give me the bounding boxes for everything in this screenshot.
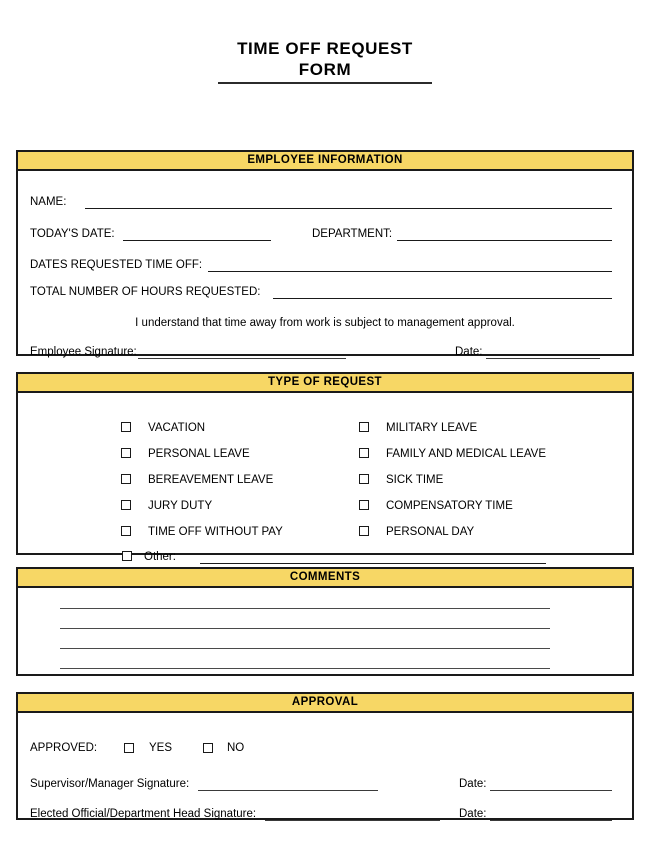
checkbox-label: MILITARY LEAVE (386, 422, 478, 434)
total-hours-input[interactable] (273, 298, 612, 299)
comments-body (18, 588, 632, 676)
section-approval (16, 692, 634, 820)
checkbox-icon[interactable] (121, 422, 131, 432)
comment-input-line[interactable] (60, 668, 550, 669)
other-input[interactable] (200, 563, 546, 564)
checkbox-label: FAMILY AND MEDICAL LEAVE (386, 448, 546, 460)
checkbox-label: COMPENSATORY TIME (386, 500, 513, 512)
checkbox-icon[interactable] (121, 526, 131, 536)
approval-body (18, 713, 632, 820)
approved-no-label: NO (227, 742, 245, 754)
section-header-approval: APPROVAL (18, 694, 632, 713)
checkbox-label: TIME OFF WITHOUT PAY (148, 526, 283, 538)
page-title-line-2: FORM (298, 60, 352, 79)
row-todays-date-department (18, 225, 632, 243)
row-supervisor-signature (18, 775, 632, 793)
section-type-of-request (16, 372, 634, 563)
comment-input-line[interactable] (60, 648, 550, 649)
row-elected-official-signature (18, 805, 632, 823)
elected-official-date-label: Date: (459, 808, 487, 820)
comment-input-line[interactable] (60, 608, 550, 609)
department-input[interactable] (397, 240, 612, 241)
row-dates-requested (18, 256, 632, 274)
approved-yes-label: YES (149, 742, 173, 754)
checkbox-icon[interactable] (359, 526, 369, 536)
checkbox-icon-no[interactable] (203, 743, 213, 753)
elected-official-label: Elected Official/Department Head Signature: (30, 808, 257, 820)
employee-signature-input[interactable] (138, 358, 346, 359)
title-underline (218, 82, 432, 84)
section-comments (16, 567, 634, 676)
row-name (18, 193, 632, 211)
elected-official-date-input[interactable] (490, 820, 612, 821)
checkbox-label: JURY DUTY (148, 500, 213, 512)
checkbox-icon[interactable] (121, 448, 131, 458)
comment-input-line[interactable] (60, 628, 550, 629)
name-input[interactable] (85, 208, 612, 209)
employee-information-body (18, 171, 632, 356)
type-of-request-body (18, 393, 632, 563)
supervisor-signature-label: Supervisor/Manager Signature: (30, 778, 190, 790)
department-label: DEPARTMENT: (312, 228, 393, 240)
checkbox-icon[interactable] (359, 500, 369, 510)
row-approved (18, 739, 632, 757)
checkbox-icon[interactable] (359, 474, 369, 484)
employee-signature-date-input[interactable] (486, 358, 600, 359)
checkbox-label: Other: (144, 551, 176, 563)
elected-official-signature-input[interactable] (265, 820, 440, 821)
employee-signature-date-label: Date: (455, 346, 483, 358)
page-title-line-1: TIME OFF REQUEST (237, 39, 413, 58)
todays-date-input[interactable] (123, 240, 271, 241)
supervisor-signature-input[interactable] (198, 790, 378, 791)
dates-requested-input[interactable] (208, 271, 612, 272)
todays-date-label: TODAY'S DATE: (30, 228, 115, 240)
employee-signature-label: Employee Signature: (30, 346, 137, 358)
checkbox-icon[interactable] (359, 448, 369, 458)
page-title (0, 38, 650, 80)
section-header-comments: COMMENTS (18, 569, 632, 588)
section-header-employee-information: EMPLOYEE INFORMATION (18, 152, 632, 171)
row-total-hours (18, 283, 632, 301)
checkbox-icon[interactable] (121, 474, 131, 484)
supervisor-date-input[interactable] (490, 790, 612, 791)
checkbox-icon[interactable] (122, 551, 132, 561)
checkbox-icon-yes[interactable] (124, 743, 134, 753)
supervisor-date-label: Date: (459, 778, 487, 790)
checkbox-label: PERSONAL LEAVE (148, 448, 250, 460)
dates-requested-label: DATES REQUESTED TIME OFF: (30, 259, 203, 271)
row-employee-signature (18, 343, 632, 361)
checkbox-label: BEREAVEMENT LEAVE (148, 474, 274, 486)
checkbox-label: VACATION (148, 422, 206, 434)
checkbox-icon[interactable] (121, 500, 131, 510)
total-hours-label: TOTAL NUMBER OF HOURS REQUESTED: (30, 286, 261, 298)
approved-label: APPROVED: (30, 742, 98, 754)
checkbox-label: PERSONAL DAY (386, 526, 475, 538)
name-label: NAME: (30, 196, 67, 208)
section-employee-information (16, 150, 634, 356)
section-header-type-of-request: TYPE OF REQUEST (18, 374, 632, 393)
checkbox-label: SICK TIME (386, 474, 444, 486)
checkbox-icon[interactable] (359, 422, 369, 432)
acknowledgement-text: I understand that time away from work is subject to management approval. (135, 317, 515, 329)
